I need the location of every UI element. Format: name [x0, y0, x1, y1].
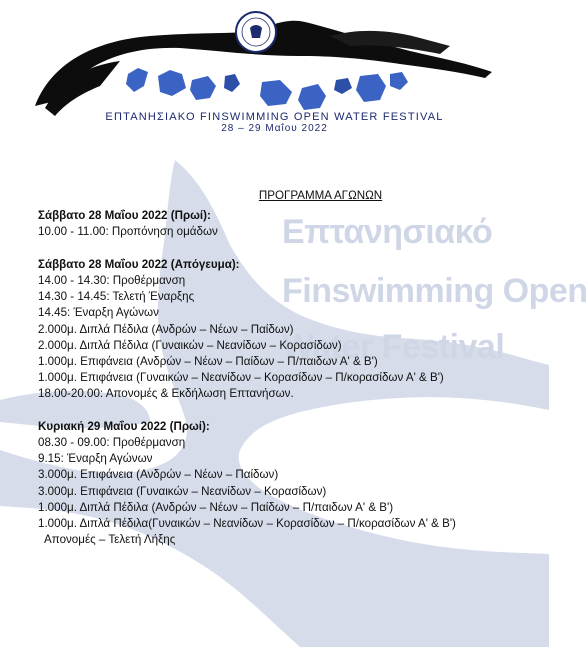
schedule-item: 18.00-20.00: Απονομές & Εκδήλωση Επτανήσων.	[38, 387, 294, 401]
day-heading: Σάββατο 28 Μαΐου 2022 (Πρωί):	[38, 209, 211, 223]
schedule-item: 14.45: Έναρξη Αγώνων	[38, 306, 159, 320]
schedule-item: 10.00 - 11.00: Προπόνηση ομάδων	[38, 225, 218, 239]
watermark-line-2: Finswimming Open	[282, 272, 588, 310]
schedule-item: 3.000μ. Επιφάνεια (Γυναικών – Νεανίδων – Κορασίδων)	[38, 484, 327, 498]
schedule-item: 14.00 - 14.30: Προθέρμανση	[38, 274, 186, 287]
day-heading: Σάββατο 28 Μαΐου 2022 (Απόγευμα):	[38, 257, 240, 271]
schedule-item: 3.000μ. Επιφάνεια (Ανδρών – Νέων – Παίδων)	[38, 468, 279, 482]
festival-dates: 28 – 29 Μαΐου 2022	[221, 123, 328, 134]
schedule-item: 2.000μ. Διπλά Πέδιλα (Ανδρών – Νέων – Παίδων)	[38, 322, 294, 336]
schedule-item: 1.000μ. Επιφάνεια (Γυναικών – Νεανίδων – Κορασίδων – Π/κορασίδων Α' & Β')	[38, 371, 444, 385]
schedule-item: 14.30 - 14.45: Τελετή Έναρξης	[38, 290, 195, 304]
schedule-item: 9.15: Έναρξη Αγώνων	[38, 452, 153, 466]
schedule-item: 1.000μ. Επιφάνεια (Ανδρών – Νέων – Παίδων – Π/παιδων Α' & Β')	[38, 355, 378, 369]
programme	[38, 188, 543, 548]
festival-title: ΕΠΤΑΝΗΣΙΑΚΟ FINSWIMMING OPEN WATER FESTIVAL	[105, 111, 444, 123]
schedule-item: 1.000μ. Διπλά Πέδιλα(Γυναικών – Νεανίδων – Κορασίδων – Π/κορασίδων Α' & Β')	[38, 517, 456, 531]
schedule-item: Απονομές – Τελετή Λήξης	[44, 533, 176, 547]
schedule-item: 08.30 - 09.00: Προθέρμανση	[38, 436, 186, 450]
schedule-item: 1.000μ. Διπλά Πέδιλα (Ανδρών – Νέων – Παίδων – Π/παιδων Α' & Β')	[38, 500, 394, 514]
watermark-line-3: Water Festival	[282, 328, 505, 366]
watermark-line-1: Επτανησιακό	[282, 213, 493, 251]
day-heading: Κυριακή 29 Μαΐου 2022 (Πρωί):	[38, 419, 210, 433]
programme-heading: ΠΡΟΓΡΑΜΜΑ ΑΓΩΝΩΝ	[258, 189, 383, 202]
schedule-item: 2.000μ. Διπλά Πέδιλα (Γυναικών – Νεανίδων – Κορασίδων)	[38, 338, 342, 352]
